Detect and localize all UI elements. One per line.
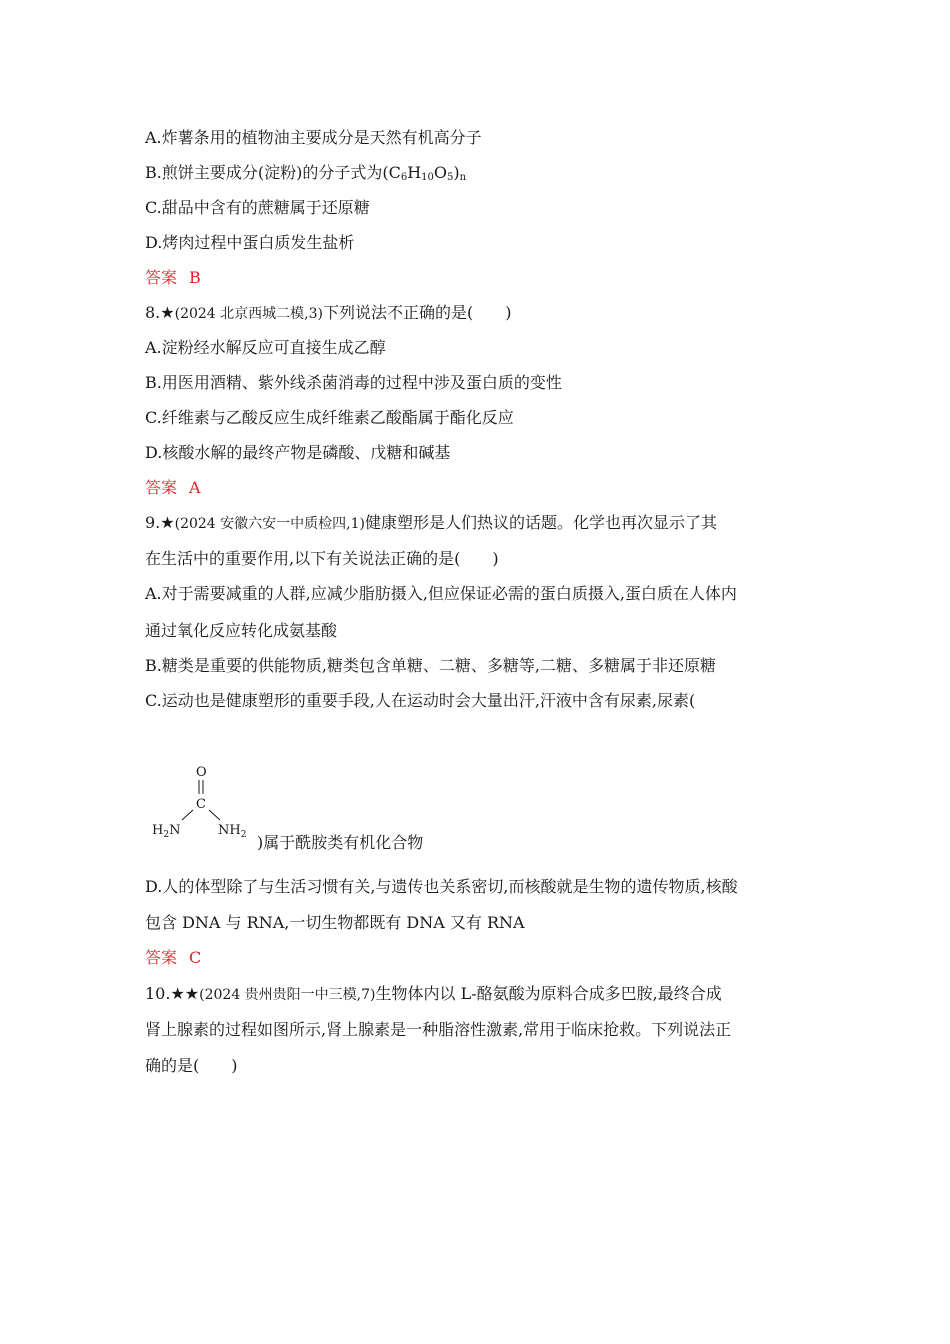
q9-option-a-line-1: A.对于需要减重的人群,应减少脂肪摄入,但应保证必需的蛋白质摄入,蛋白质在人体内 [145, 584, 737, 603]
q10-stem-line-1 [145, 983, 722, 1006]
q8-option-d: D.核酸水解的最终产物是磷酸、戊糖和碱基 [145, 443, 451, 462]
q7-formula-text: ) [453, 163, 460, 182]
question-text: 健康塑形是人们热议的话题。化学也再次显示了其 [364, 513, 717, 532]
question-number: 10.★★ [145, 984, 200, 1003]
answer-value: C [189, 948, 202, 967]
urea-oxygen-label: O [196, 765, 207, 780]
urea-structure-diagram [148, 758, 258, 848]
q8-option-a: A.淀粉经水解反应可直接生成乙醇 [145, 338, 386, 357]
q7-option-c: C.甜品中含有的蔗糖属于还原糖 [145, 198, 370, 217]
question-number: 8.★ [145, 303, 175, 322]
q9-option-c-line-1: C.运动也是健康塑形的重要手段,人在运动时会大量出汗,汗液中含有尿素,尿素( [145, 691, 696, 710]
q9-option-d-line-2: 包含 DNA 与 RNA,一切生物都既有 DNA 又有 RNA [145, 913, 525, 932]
q8-answer [145, 477, 201, 499]
q7-formula-text: H [407, 163, 422, 182]
q7-formula-sub: 10 [421, 172, 434, 183]
q7-option-d: D.烤肉过程中蛋白质发生盐析 [145, 233, 355, 252]
q8-option-c: C.纤维素与乙酸反应生成纤维素乙酸酯属于酯化反应 [145, 408, 514, 427]
answer-label: 答案 [145, 948, 178, 967]
q8-option-b: B.用医用酒精、紫外线杀菌消毒的过程中涉及蛋白质的变性 [145, 373, 562, 392]
q9-answer [145, 947, 201, 969]
q7-answer [145, 267, 201, 289]
q7-option-b-text: B.煎饼主要成分(淀粉)的分子式为(C [145, 163, 401, 182]
q7-option-b [145, 162, 466, 189]
question-source: (2024 贵州贵阳一中三模,7) [199, 987, 376, 1003]
urea-bond-left [182, 810, 193, 820]
answer-label: 答案 [145, 478, 178, 497]
q10-stem-line-3: 确的是( ) [145, 1056, 238, 1075]
q9-option-b: B.糖类是重要的供能物质,糖类包含单糖、二糖、多糖等,二糖、多糖属于非还原糖 [145, 656, 717, 675]
q9-option-d-line-1: D.人的体型除了与生活习惯有关,与遗传也关系密切,而核酸就是生物的遗传物质,核酸 [145, 877, 738, 896]
q8-stem [145, 302, 511, 325]
urea-right-amine: $NH_2$ [218, 823, 247, 840]
q7-formula-sub: 6 [400, 172, 408, 183]
q9-option-a-line-2: 通过氧化反应转化成氨基酸 [145, 621, 338, 640]
q7-formula-sub: 5 [447, 172, 454, 183]
question-source: (2024 北京西城二模,3) [174, 306, 323, 322]
question-source: (2024 安徽六安一中质检四,1) [174, 516, 365, 532]
urea-left-amine: $H_2N$ [152, 823, 181, 840]
answer-value: A [189, 478, 201, 497]
q9-stem-line-1 [145, 512, 717, 535]
answer-label: 答案 [145, 268, 178, 287]
question-text: 生物体内以 L-酪氨酸为原料合成多巴胺,最终合成 [375, 984, 722, 1003]
urea-bond-right [209, 810, 220, 820]
q7-option-a: A.炸薯条用的植物油主要成分是天然有机高分子 [145, 128, 482, 147]
question-number: 9.★ [145, 513, 175, 532]
q9-option-c-line-2: )属于酰胺类有机化合物 [257, 833, 424, 852]
q10-stem-line-2: 肾上腺素的过程如图所示,肾上腺素是一种脂溶性激素,常用于临床抢救。下列说法正 [145, 1020, 732, 1039]
q9-stem-line-2: 在生活中的重要作用,以下有关说法正确的是( ) [145, 549, 499, 568]
q7-formula-n: n [459, 172, 467, 183]
urea-carbon-label: C [196, 797, 206, 812]
question-text: 下列说法不正确的是( ) [322, 303, 512, 322]
q7-formula-text: O [433, 163, 448, 182]
answer-value: B [189, 268, 201, 287]
